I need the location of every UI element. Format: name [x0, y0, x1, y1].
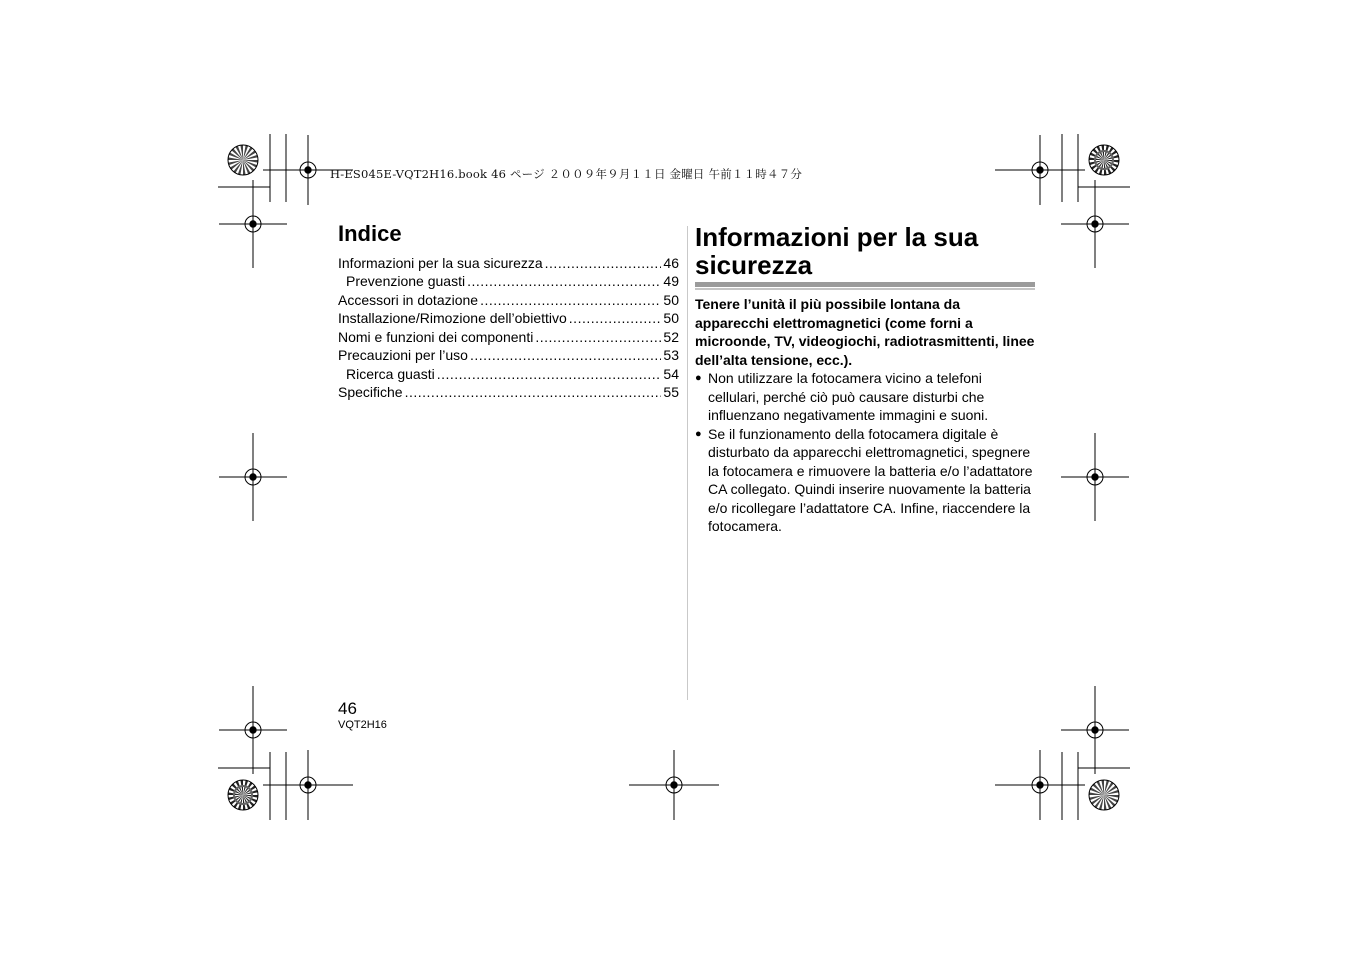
section-title: Informazioni per la sua sicurezza	[695, 222, 979, 280]
registration-mark	[995, 750, 1085, 820]
bullet-text: Se il funzionamento della fotocamera digitale è disturbato da apparecchi elettromagnetici, spegnere la fotocamera e rimuovere la batteria e/o l’adattatore CA collegato. Quindi inserire nuovamente la batteria e/o ricollegare l’adattatore CA. Infine, riaccendere la fotocamera.	[708, 425, 1033, 534]
registration-mark	[263, 750, 353, 820]
toc-entry-page: 49	[663, 273, 679, 289]
registration-mark	[1061, 180, 1129, 268]
printer-target-starburst	[1089, 780, 1119, 810]
toc-entry	[338, 290, 679, 309]
toc-entry-page: 54	[663, 365, 679, 382]
toc-entry	[338, 364, 679, 383]
printer-target-starburst	[228, 780, 258, 810]
toc-entry	[338, 346, 679, 365]
section-title-bar	[695, 282, 1035, 287]
toc-entry-label: Informazioni per la sua sicurezza	[338, 254, 543, 271]
registration-mark	[629, 750, 719, 820]
toc-entry-label: Accessori in dotazione	[338, 291, 479, 308]
print-info-header: H-ES045E-VQT2H16.book 46 ページ ２００９年９月１１日 金曜日 午前１１時４７分	[330, 167, 803, 181]
registration-mark	[219, 180, 287, 268]
page-number: 46	[338, 699, 357, 718]
bullet-item	[695, 369, 1035, 425]
section-title-bar-thin	[695, 288, 1035, 290]
bullet-dot-icon: ●	[695, 427, 702, 440]
toc-entry	[338, 253, 679, 272]
section-intro: Tenere l’unità il più possibile lontana da apparecchi elettromagnetici (come forni a microonde, TV, videogiochi, radiotrasmittenti, linee dell’alta tensione, ecc.).	[695, 296, 1035, 368]
toc-leader-dots	[437, 365, 662, 383]
registration-mark	[219, 433, 287, 521]
printer-target-starburst	[1089, 145, 1119, 175]
toc-entry-label: Nomi e funzioni dei componenti	[338, 328, 534, 345]
toc-leader-dots	[405, 383, 662, 401]
toc-entry-page: 52	[663, 328, 679, 345]
toc-entry-label: Installazione/Rimozione dell’obiettivo	[338, 310, 567, 326]
toc-entry-label: Precauzioni per l’uso	[338, 347, 468, 363]
toc-leader-dots	[480, 291, 661, 309]
toc-entry	[338, 327, 679, 346]
column-divider	[687, 226, 688, 700]
toc-entry-page: 55	[663, 384, 679, 400]
toc-leader-dots	[569, 309, 662, 327]
toc-entry	[338, 383, 679, 402]
toc-entry-page: 50	[663, 291, 679, 308]
toc-title: Indice	[338, 221, 402, 246]
toc-entry-label: Prevenzione guasti	[346, 273, 466, 289]
registration-mark	[995, 135, 1085, 205]
registration-mark	[1061, 686, 1129, 774]
registration-mark	[1061, 433, 1129, 521]
toc-entry-label: Ricerca guasti	[346, 365, 435, 382]
toc-leader-dots	[545, 254, 662, 272]
toc-leader-dots	[535, 328, 661, 346]
toc-leader-dots	[467, 272, 661, 290]
registration-mark	[219, 686, 287, 774]
bullet-item	[695, 425, 1035, 536]
toc-leader-dots	[470, 346, 661, 364]
section-bullet-list	[695, 369, 1035, 536]
toc-entry-page: 46	[663, 254, 679, 271]
toc-entry-label: Specifiche	[338, 384, 403, 400]
toc-entry	[338, 272, 679, 291]
toc-entry	[338, 309, 679, 328]
toc-list	[338, 253, 679, 401]
toc-entry-page: 50	[663, 310, 679, 326]
bullet-text: Non utilizzare la fotocamera vicino a telefoni cellulari, perché ciò può causare disturbi che influenzano negativamente immagini e suoni.	[708, 370, 989, 423]
document-code: VQT2H16	[338, 719, 387, 731]
toc-entry-page: 53	[663, 347, 679, 363]
bullet-dot-icon: ●	[695, 372, 702, 384]
printer-target-starburst	[228, 145, 258, 175]
